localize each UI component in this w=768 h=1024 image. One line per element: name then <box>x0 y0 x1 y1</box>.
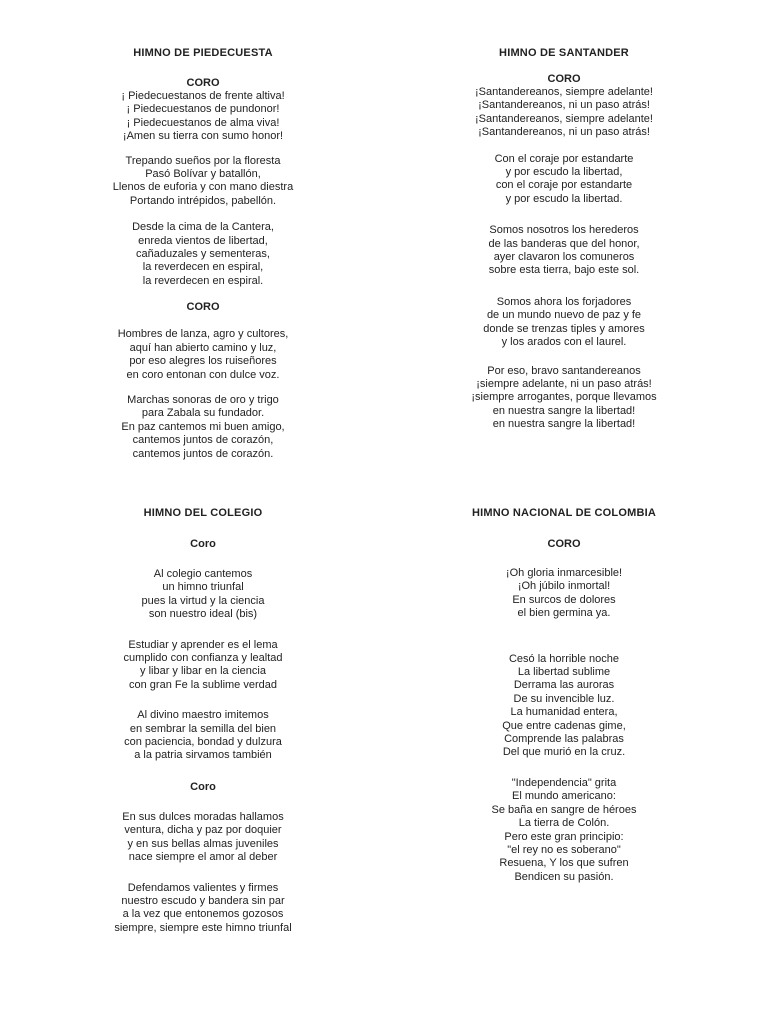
verse-line: de un mundo nuevo de paz y fe <box>486 309 642 322</box>
verse-line: Comprende las palabras <box>504 733 624 746</box>
verse-line: Hombres de lanza, agro y cultores, <box>117 328 289 341</box>
stanza <box>38 155 368 209</box>
stanza <box>38 221 368 288</box>
verse-line: ¡Santandereanos, siempre adelante! <box>475 112 653 125</box>
verse-line: ¡Amen su tierra con sumo honor! <box>122 130 284 143</box>
verse-line: En sus dulces moradas hallamos <box>122 810 284 823</box>
stanza <box>38 709 368 763</box>
verse-line: son nuestro ideal (bis) <box>148 608 258 621</box>
stanza <box>399 296 729 350</box>
stanza <box>38 328 368 382</box>
verse-line: nuestro escudo y bandera sin par <box>121 894 285 907</box>
stanza <box>399 653 729 760</box>
chorus-label: CORO <box>186 77 220 89</box>
verse-line: Se baña en sangre de héroes <box>491 803 637 816</box>
verse-line: cantemos juntos de corazón. <box>132 447 274 460</box>
verse-line: Cesó la horrible noche <box>508 652 620 665</box>
verse-line: Con el coraje por estandarte <box>494 152 634 165</box>
chorus-label: Coro <box>190 780 216 793</box>
verse-line: a la vez que entonemos gozosos <box>122 908 284 921</box>
hymn-title: HIMNO DE PIEDECUESTA <box>133 47 273 59</box>
verse-line: ¡Oh júbilo inmortal! <box>517 580 611 593</box>
hymn-santander <box>399 46 729 432</box>
stanza <box>38 882 368 936</box>
verse-line: donde se trenzas tiples y amores <box>483 322 645 335</box>
verse-line: "el rey no es soberano" <box>507 843 621 856</box>
verse-line: En surcos de dolores <box>512 593 616 606</box>
stanza <box>38 394 368 461</box>
verse-line: con gran Fe la sublime verdad <box>129 678 277 691</box>
verse-line: ¡siempre adelante, ni un paso atrás! <box>476 377 652 390</box>
chorus-label: Coro <box>190 538 216 550</box>
verse-line: Somos nosotros los herederos <box>489 224 639 237</box>
verse-line: ¡Santandereanos, siempre adelante! <box>475 86 653 98</box>
verse-line: enreda vientos de libertad, <box>138 234 268 247</box>
verse-line: por eso alegres los ruiseñores <box>129 355 277 368</box>
verse-line: ¡ Piedecuestanos de alma viva! <box>126 116 280 129</box>
verse-line: Al colegio cantemos <box>153 568 253 580</box>
stanza <box>38 811 368 865</box>
verse-line: y en sus bellas almas juveniles <box>127 837 279 850</box>
verse-line: El mundo americano: <box>512 790 616 803</box>
stanza <box>399 153 729 207</box>
verse-line: Estudiar y aprender es el lema <box>128 638 278 651</box>
verse-line: ¡Santandereanos, ni un paso atrás! <box>478 99 650 112</box>
verse-line: con paciencia, bondad y dulzura <box>124 736 282 749</box>
verse-line: En paz cantemos mi buen amigo, <box>121 420 285 433</box>
verse-line: Somos ahora los forjadores <box>496 295 632 308</box>
verse-line: nace siempre el amor al deber <box>128 851 278 864</box>
verse-line: la reverdecen en espiral. <box>142 274 264 287</box>
verse-line: pues la virtud y la ciencia <box>141 594 265 607</box>
verse-line: en nuestra sangre la libertad! <box>492 404 636 417</box>
verse-line: Pero este gran principio: <box>504 830 624 843</box>
stanza <box>399 86 729 140</box>
verse-line: Defendamos valientes y firmes <box>127 881 279 894</box>
hymn-colombia <box>399 506 729 884</box>
verse-line: de las banderas que del honor, <box>488 237 640 250</box>
verse-line: Desde la cima de la Cantera, <box>132 221 274 234</box>
verse-line: Trepando sueños por la floresta <box>125 154 281 167</box>
verse-line: La tierra de Colón. <box>518 817 610 830</box>
hymn-piedecuesta <box>38 46 368 461</box>
verse-line: Al divino maestro imitemos <box>137 709 269 722</box>
verse-line: la reverdecen en espiral, <box>142 261 264 274</box>
verse-line: y los arados con el laurel. <box>501 336 627 349</box>
verse-line: ¡ Piedecuestanos de pundonor! <box>126 103 280 116</box>
verse-line: Portando intrépidos, pabellón. <box>129 194 277 207</box>
chorus-label: CORO <box>547 538 581 550</box>
chorus-label: CORO <box>547 73 581 85</box>
verse-line: Por eso, bravo santandereanos <box>487 364 641 377</box>
verse-line: y libar y libar en la ciencia <box>140 665 266 678</box>
verse-line: en coro entonan con dulce voz. <box>126 368 280 381</box>
verse-line: Llenos de euforia y con mano diestra <box>112 181 294 194</box>
chorus-label: CORO <box>186 301 220 314</box>
verse-line: cantemos juntos de corazón, <box>132 434 274 447</box>
verse-line: para Zabala su fundador. <box>141 407 265 420</box>
verse-line: siempre, siempre este himno triunfal <box>114 921 292 934</box>
stanza <box>399 777 729 884</box>
stanza <box>38 639 368 693</box>
verse-line: La humanidad entera, <box>510 706 618 719</box>
verse-line: y por escudo la libertad, <box>505 166 623 179</box>
verse-line: ventura, dicha y paz por doquier <box>124 824 282 837</box>
verse-line: La libertad sublime <box>517 666 611 679</box>
verse-line: "Independencia" grita <box>511 776 617 789</box>
verse-line: Derrama las auroras <box>513 679 615 692</box>
verse-line: Resuena, Y los que sufren <box>499 857 629 870</box>
verse-line: De su invencible luz. <box>513 692 615 705</box>
verse-line: ayer clavaron los comuneros <box>493 251 635 264</box>
stanza <box>399 224 729 278</box>
verse-line: ¡ Piedecuestanos de frente altiva! <box>121 90 285 102</box>
stanza <box>38 90 368 144</box>
verse-line: Bendicen su pasión. <box>514 870 614 883</box>
hymn-title: HIMNO DE SANTANDER <box>499 47 629 59</box>
verse-line: Marchas sonoras de oro y trigo <box>127 393 279 406</box>
verse-line: cañaduzales y sementeras, <box>136 248 270 261</box>
verse-line: en sembrar la semilla del bien <box>129 722 277 735</box>
verse-line: Pasó Bolívar y batallón, <box>145 168 261 181</box>
hymn-colegio <box>38 506 368 935</box>
stanza <box>399 365 729 432</box>
stanza <box>399 567 729 621</box>
stanza <box>38 568 368 622</box>
verse-line: en nuestra sangre la libertad! <box>492 418 636 431</box>
hymn-title: HIMNO NACIONAL DE COLOMBIA <box>471 507 657 519</box>
verse-line: un himno triunfal <box>162 581 244 594</box>
verse-line: sobre esta tierra, bajo este sol. <box>488 264 640 277</box>
verse-line: aquí han abierto camino y luz, <box>129 341 277 354</box>
verse-line: ¡siempre arrogantes, porque llevamos <box>471 391 657 404</box>
verse-line: ¡Oh gloria inmarcesible! <box>505 567 623 579</box>
verse-line: a la patria sirvamos también <box>134 749 272 762</box>
verse-line: cumplido con confianza y lealtad <box>123 652 283 665</box>
hymn-title: HIMNO DEL COLEGIO <box>143 507 263 519</box>
verse-line: y por escudo la libertad. <box>505 192 623 205</box>
verse-line: el bien germina ya. <box>517 607 611 620</box>
verse-line: con el coraje por estandarte <box>495 179 633 192</box>
verse-line: Del que murió en la cruz. <box>502 746 626 759</box>
verse-line: ¡Santandereanos, ni un paso atrás! <box>478 126 650 139</box>
verse-line: Que entre cadenas gime, <box>502 719 626 732</box>
